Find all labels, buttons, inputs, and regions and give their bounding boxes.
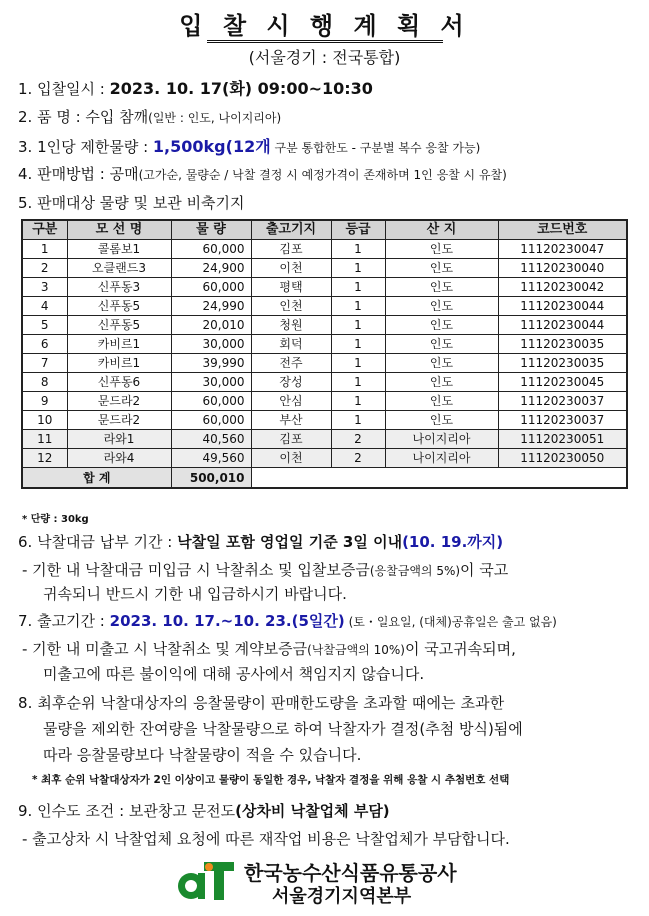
bidding-date: 2023. 10. 17(화) 09:00~10:30 <box>109 79 373 98</box>
header-origin: 산 지 <box>385 220 498 240</box>
organization-name: 한국농수산식품유통공사 <box>244 861 457 885</box>
table-row: 6 카비르1 30,000 회덕 1 인도 11120230035 <box>22 335 627 354</box>
table-row: 10 문드라2 60,000 부산 1 인도 11120230037 <box>22 411 627 430</box>
section-8-line2: 물량을 제외한 잔여량을 낙찰물량으로 하여 낙찰자가 결정(추첨 방식)됨에 <box>43 720 523 738</box>
section-4-sale-method: 4. 판매방법 : 공매(고가순, 물량순 / 낙찰 결정 시 예정가격이 존재하며 1인 응찰 시 유찰) <box>18 165 507 183</box>
table-row: 3 신푸동3 60,000 평택 1 인도 11120230042 <box>22 278 627 297</box>
section-8-line3: 따라 응찰물량보다 낙찰물량이 적을 수 있습니다. <box>43 746 362 764</box>
header-quantity: 물 량 <box>171 220 251 240</box>
table-row: 4 신푸동5 24,990 인천 1 인도 11120230044 <box>22 297 627 316</box>
header-depot: 출고기지 <box>251 220 331 240</box>
section-7-detail-line2: 미출고에 따른 불이익에 대해 공사에서 책임지지 않습니다. <box>43 665 425 683</box>
table-total-row <box>22 468 627 489</box>
organization-branch: 서울경기지역본부 <box>272 886 412 907</box>
section-9-delivery-terms: 9. 인수도 조건 : 보관창고 문전도(상차비 낙찰업체 부담) <box>18 802 390 820</box>
section-5-heading: 5. 판매대상 물량 및 보관 비축기지 <box>18 194 245 212</box>
section-1-bidding-time: 1. 입찰일시 : 2023. 10. 17(화) 09:00~10:30 <box>18 79 373 98</box>
table-row: 12 라와4 49,560 이천 2 나이지리아 11120230050 <box>22 449 627 468</box>
total-value: 500,010 <box>171 468 251 489</box>
section-6-payment-period: 6. 낙찰대금 납부 기간 : 낙찰일 포함 영업일 기준 3일 이내(10. 19.까지) <box>18 533 504 551</box>
table-row: 11 라와1 40,560 김포 2 나이지리아 11120230051 <box>22 430 627 449</box>
title-underline <box>207 40 443 43</box>
at-logo-icon <box>174 858 236 902</box>
table-row: 1 콜롬보1 60,000 김포 1 인도 11120230047 <box>22 240 627 259</box>
document-subtitle: (서울경기 : 전국통합) <box>248 48 401 67</box>
table-row: 2 오클랜드3 24,900 이천 1 인도 11120230040 <box>22 259 627 278</box>
table-row: 5 신푸동5 20,010 청원 1 인도 11120230044 <box>22 316 627 335</box>
section-2-item-name: 2. 품 명 : 수입 참깨(일반 : 인도, 나이지리아) <box>18 108 282 126</box>
limit-amount: 1,500kg(12개 <box>152 137 271 156</box>
document-title: 입 찰 시 행 계 획 서 <box>179 12 470 40</box>
table-row: 9 문드라2 60,000 안심 1 인도 11120230037 <box>22 392 627 411</box>
section-7-release-period: 7. 출고기간 : 2023. 10. 17.~10. 23.(5일간) (토・일요일, (대체)공휴일은 출고 없음) <box>18 612 557 630</box>
table-row: 8 신푸동6 30,000 장성 1 인도 11120230045 <box>22 373 627 392</box>
section-8-line1: 8. 최후순위 낙찰대상자의 응찰물량이 판매한도량을 초과할 때에는 초과한 <box>18 694 505 712</box>
section-6-detail-line2: 귀속되니 반드시 기한 내 입금하시기 바랍니다. <box>43 585 347 603</box>
section-6-detail-line1: - 기한 내 낙찰대금 미입금 시 낙찰취소 및 입찰보증금(응찰금액의 5%)이 국고 <box>22 561 509 579</box>
section-3-purchase-limit: 3. 1인당 제한물량 : 1,500kg(12개 구분 통합한도 - 구분별 복수 응찰 가능) <box>18 137 481 156</box>
header-vessel: 모 선 명 <box>67 220 171 240</box>
section-7-detail-line1: - 기한 내 미출고 시 낙찰취소 및 계약보증금(낙찰금액의 10%)이 국고귀속되며, <box>22 640 516 658</box>
table-header-row <box>22 220 627 240</box>
table-row: 7 카비르1 39,990 전주 1 인도 11120230035 <box>22 354 627 373</box>
total-label: 합 계 <box>22 468 171 489</box>
unit-note: * 단량 : 30kg <box>22 514 89 525</box>
sales-volume-table <box>21 219 628 489</box>
header-no: 구분 <box>22 220 67 240</box>
section-8-note: * 최후 순위 낙찰대상자가 2인 이상이고 물량이 동일한 경우, 낙찰자 결정을 위해 응찰 시 추첨번호 선택 <box>32 774 510 786</box>
header-grade: 등급 <box>331 220 385 240</box>
section-9-detail: - 출고상차 시 낙찰업체 요청에 따른 재작업 비용은 낙찰업체가 부담합니다. <box>22 830 510 848</box>
header-code: 코드번호 <box>498 220 627 240</box>
